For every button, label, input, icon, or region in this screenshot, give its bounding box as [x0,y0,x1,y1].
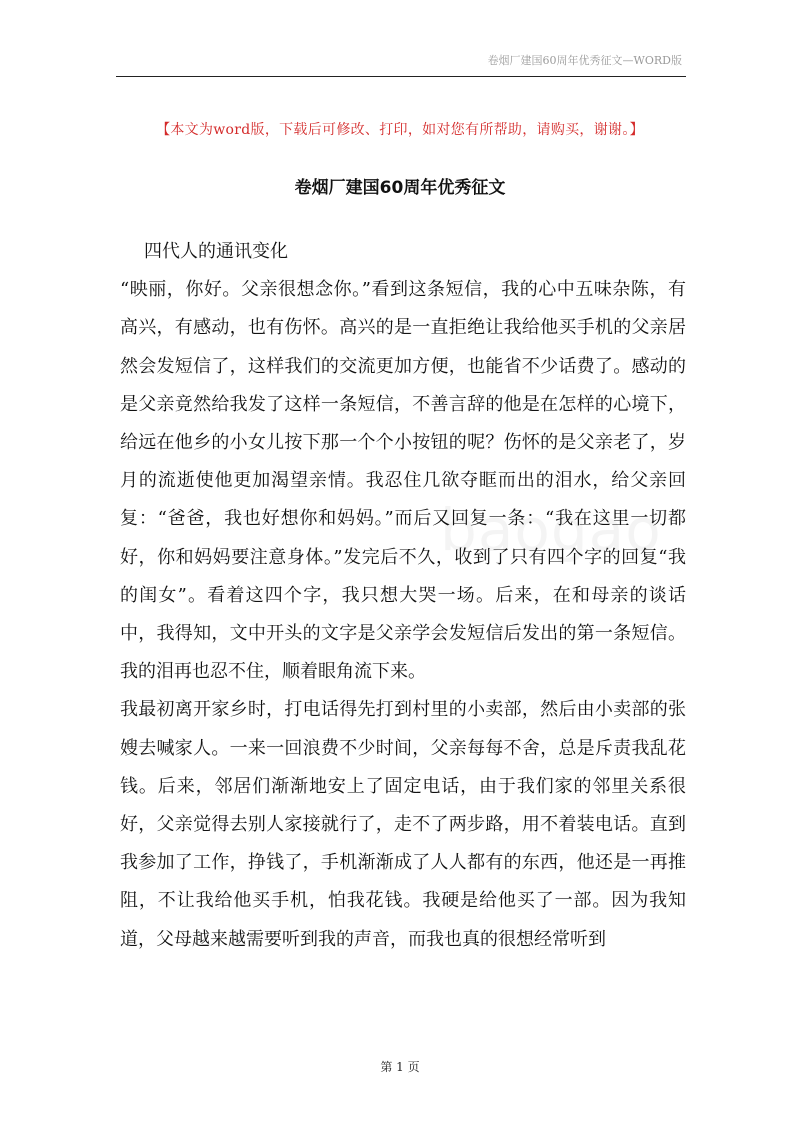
body-paragraph: 我最初离开家乡时，打电话得先打到村里的小卖部，然后由小卖部的张嫂去喊家人。一来一回浪费不少时间，父亲每每不舍，总是斥责我乱花钱。后来，邻居们渐渐地安上了固定电话，由于我们家的邻里关系很好，父亲觉得去别人家接就行了，走不了两步路，用不着装电话。直到我参加了工作，挣钱了，手机渐渐成了人人都有的东西，他还是一再推阻，不让我给他买手机，怕我花钱。我硬是给他买了一部。因为我知道，父母越来越需要听到我的声音，而我也真的很想经常听到 [120,699,686,950]
page-number: 第 1 页 [380,1060,420,1074]
document-title: 卷烟厂建国60周年优秀征文 [294,178,506,198]
running-header: 卷烟厂建国60周年优秀征文—WORD版 [487,54,682,67]
body-paragraph: “映丽，你好。父亲很想念你。”看到这条短信，我的心中五味杂陈，有高兴，有感动，也有伤怀。高兴的是一直拒绝让我给他买手机的父亲居然会发短信了，这样我们的交流更加方便，也能省不少话费了。感动的是父亲竟然给我发了这样一条短信，不善言辞的他是在怎样的心境下，给远在他乡的小女儿按下那一个个小按钮的呢？伤怀的是父亲老了，岁月的流逝使他更加渴望亲情。我忍住几欲夺眶而出的泪水，给父亲回复：“爸爸，我也好想你和妈妈。”而后又回复一条：“我在这里一切都好，你和妈妈要注意身体。”发完后不久，收到了只有四个字的回复“我的闺女”。看着这四个字，我只想大哭一场。后来，在和母亲的谈话中，我得知，文中开头的文字是父亲学会发短信后发出的第一条短信。我的泪再也忍不住，顺着眼角流下来。 [120,279,686,683]
document-body [120,233,686,959]
header-divider [116,76,686,77]
download-notice: 【本文为word版，下载后可修改、打印，如对您有所帮助，请购买，谢谢。】 [156,122,644,138]
article-subheading: 四代人的通讯变化 [144,241,288,262]
